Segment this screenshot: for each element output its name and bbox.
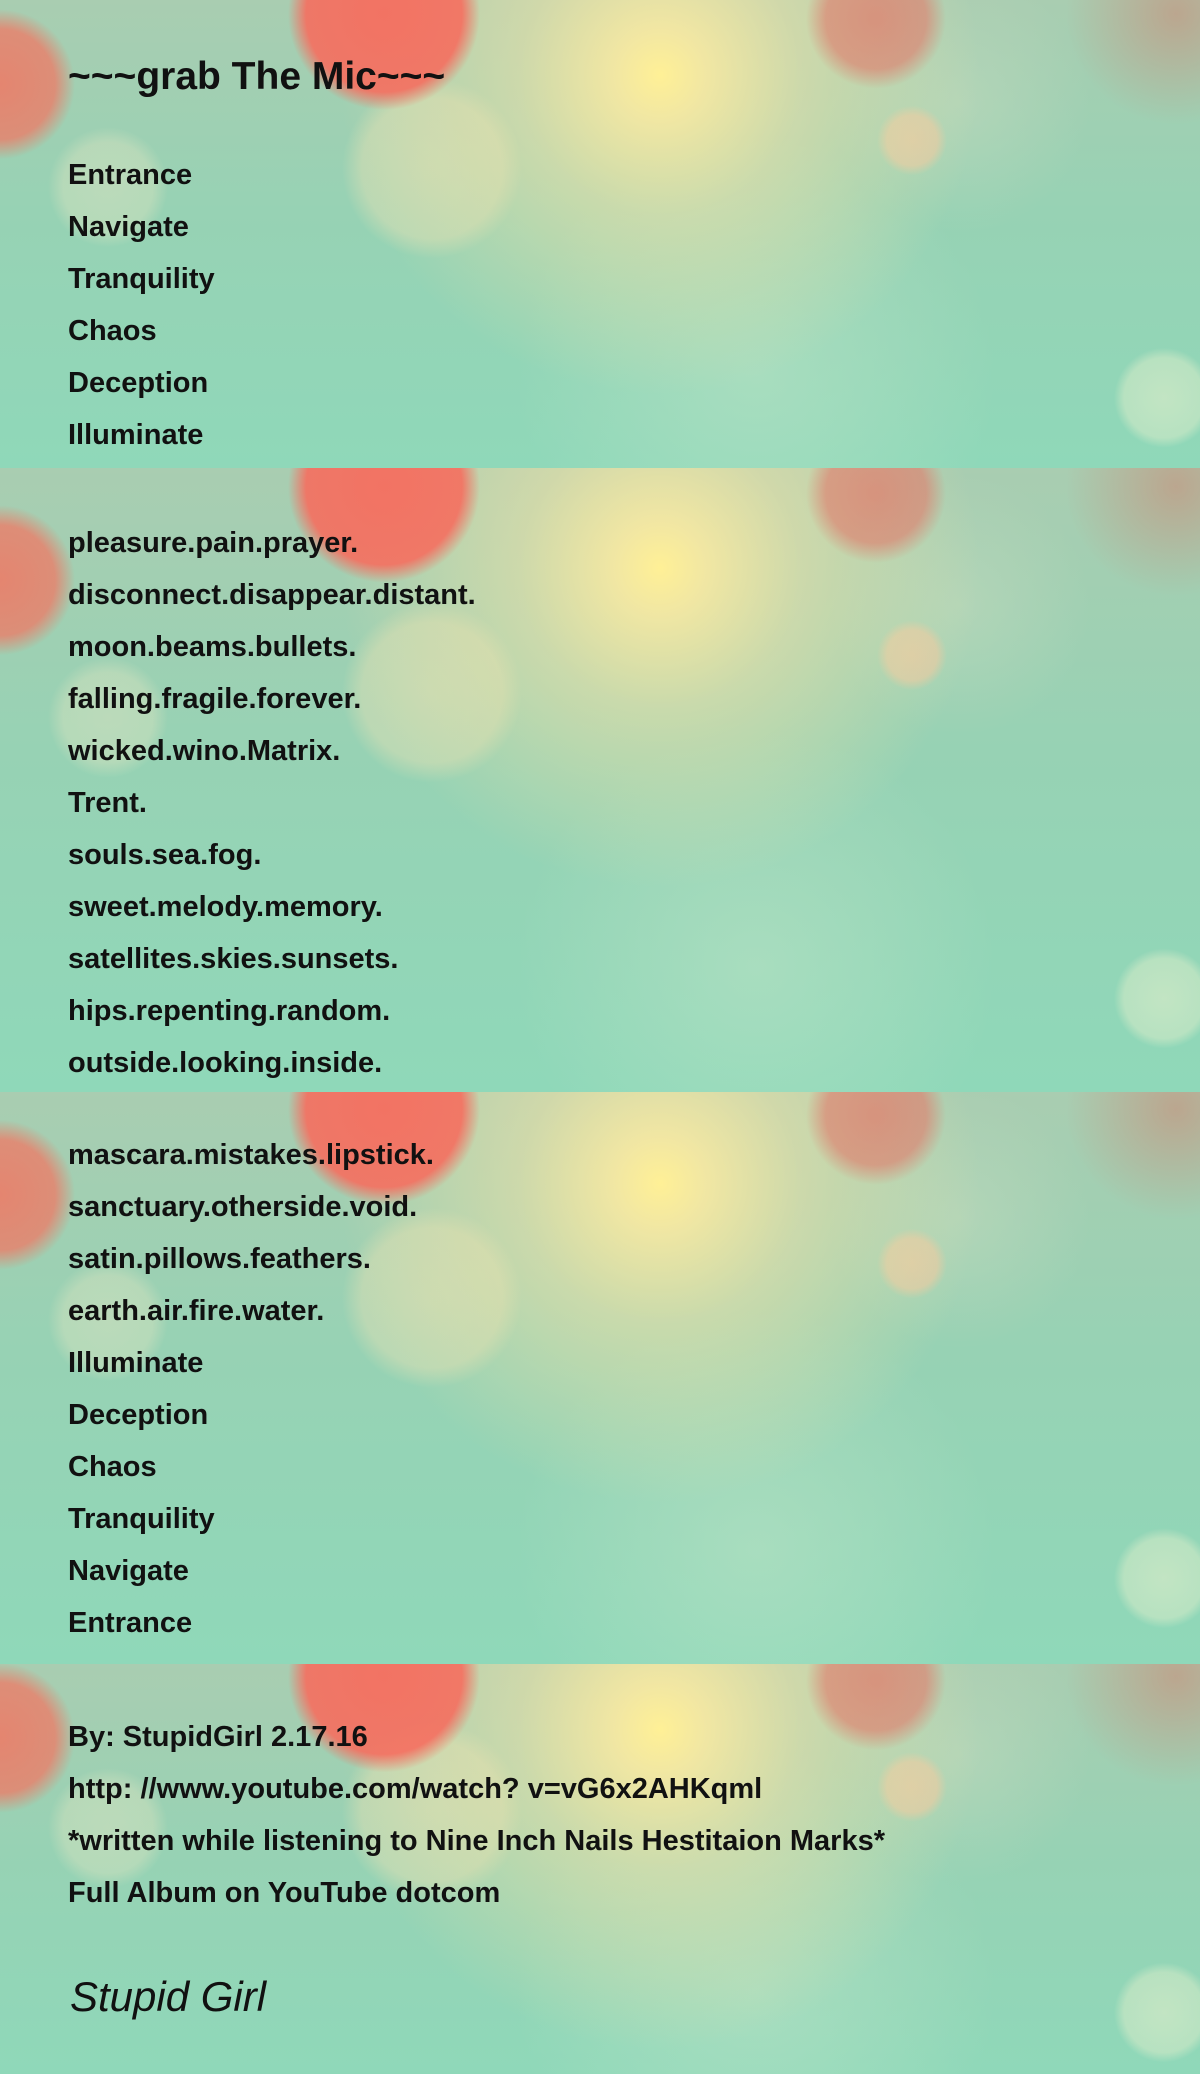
byline: By: StupidGirl 2.17.16 (68, 1721, 368, 1753)
poem-line: satin.pillows.feathers. (68, 1243, 371, 1275)
poem-line: disconnect.disappear.distant. (68, 579, 476, 611)
poem-line: Entrance (68, 1607, 193, 1639)
poem-line: outside.looking.inside. (68, 1047, 383, 1079)
stanza-3 (68, 1129, 434, 1649)
poem-line: Full Album on YouTube dotcom (68, 1877, 501, 1909)
poem-line: Deception (68, 1399, 209, 1431)
stanza-panel-3 (0, 1092, 1200, 1664)
stanza-panel-2 (0, 468, 1200, 1092)
poem-line: Entrance (68, 159, 193, 191)
poem-title: ~~~grab The Mic~~~ (68, 55, 446, 98)
poem-line: Trent. (68, 787, 147, 819)
poem-line: http: //www.youtube.com/watch? v=vG6x2AHKqml (68, 1773, 763, 1805)
poem-line: hips.repenting.random. (68, 995, 391, 1027)
poem-line: earth.air.fire.water. (68, 1295, 325, 1327)
poem-line: pleasure.pain.prayer. (68, 527, 359, 559)
poem-line: Navigate (68, 211, 189, 243)
poem-line: sweet.melody.memory. (68, 891, 383, 923)
poem-line: sanctuary.otherside.void. (68, 1191, 418, 1223)
poem-line: Tranquility (68, 1503, 215, 1535)
stanza-4 (68, 1711, 885, 1919)
stanza-panel-4 (0, 1664, 1200, 2074)
poem-line: Illuminate (68, 419, 204, 451)
poem-line: Illuminate (68, 1347, 204, 1379)
poem-line: falling.fragile.forever. (68, 683, 362, 715)
poem-line: *written while listening to Nine Inch Nails Hestitaion Marks* (68, 1825, 885, 1857)
poem-line: Deception (68, 367, 209, 399)
poem-line: satellites.skies.sunsets. (68, 943, 399, 975)
poem-line: mascara.mistakes.lipstick. (68, 1139, 434, 1171)
poem-line: souls.sea.fog. (68, 839, 262, 871)
poem-line: Tranquility (68, 263, 215, 295)
poem-line: wicked.wino.Matrix. (68, 735, 341, 767)
poem-line: Navigate (68, 1555, 189, 1587)
poem-line: Chaos (68, 1451, 157, 1483)
stanza-1 (68, 149, 215, 461)
poem-line: moon.beams.bullets. (68, 631, 357, 663)
stanza-2 (68, 517, 476, 1089)
poem-line: Chaos (68, 315, 157, 347)
stanza-panel-1 (0, 0, 1200, 468)
author-signature: Stupid Girl (70, 1973, 267, 2020)
